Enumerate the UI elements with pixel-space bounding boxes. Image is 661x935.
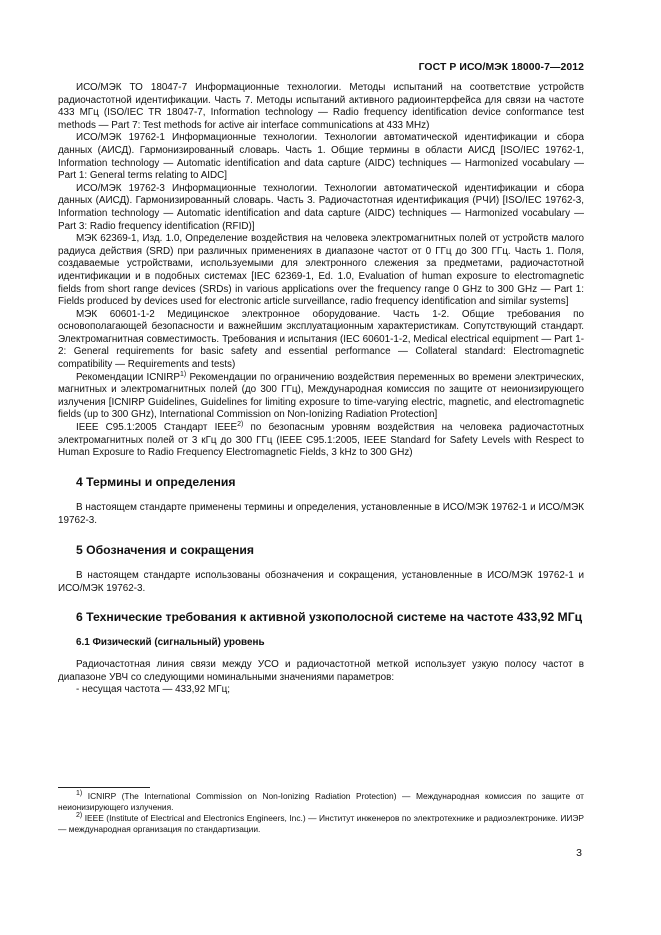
reference-iec-60601-1-2 [58, 309, 584, 372]
section-5-text: В настоящем стандарте использованы обозначения и сокращения, установленные в ИСО/МЭК 19762-1 и ИСО/МЭК 19762-3. [58, 570, 584, 594]
section-6-1-heading: 6.1 Физический (сигнальный) уровень [76, 636, 265, 648]
reference-text: Рекомендации ICNIRP [76, 371, 180, 383]
list-item: - несущая частота — 433,92 МГц; [76, 684, 231, 696]
footnote-ref-2[interactable]: 2) [237, 421, 244, 429]
reference-text: ИСО/МЭК ТО 18047-7 Информационные технологии. Методы испытаний на соответствие устройств радиочастотной идентификации. Часть 7. Методы испытаний активного радиоинтерфейса для связи на частоте 433 МГц (ISO/IEC TR 18047-7, Information technology — Radio frequency identification device conformance test methods — Part 7: Test methods for active air interface communications at 433 MHz) [58, 82, 584, 131]
footnote-1 [58, 791, 584, 813]
section-5-heading: 5 Обозначения и сокращения [76, 542, 255, 557]
footnote-mark: 2) [76, 812, 83, 819]
reference-text: ИСО/МЭК 19762-3 Информационные технологии. Технологии автоматической идентификации и сбора данных (АИСД). Гармонизированный словарь. Часть 3. Радиочастотная идентификация (РЧИ) [ISO/IEC 19762-3, Information technology — Automatic identification and data capture (AIDC) techniques — Harmonized vocabulary — Part 3: Radio frequency identification (RFID)] [58, 182, 584, 232]
reference-text: МЭК 62369-1, Изд. 1.0, Определение воздействия на человека электромагнитных полей от устройств малого радиуса действия (SRD) при различных применениях в диапазоне частот от 0 ГГц до 300 ГГц. Часть 1. Поля, создаваемые устройствами, используемыми для электронного слежения за предметами, радиочастотной идентификации и в подобных системах [IEC 62369-1, Ed. 1.0, Evaluation of human exposure to electromagnetic fields from short range devices (SRDs) in various applications over the frequency range 0 GHz to 300 GHz — Part 1: Fields produced by devices used for electronic article surveillance, radio frequency identification and similar systems] [58, 233, 584, 308]
reference-iso-18047-7 [58, 82, 584, 132]
reference-text: ИСО/МЭК 19762-1 Информационные технологии. Технологии автоматической идентификации и сбора данных (АИСД). Гармонизированный словарь. Часть 1. Общие термины в области АИСД [ISO/IEC 19762-1, Information technology — Automatic identification and data capture (AIDC) techniques — Harmonized vocabulary — Part 1: General terms relating to AIDC] [58, 132, 584, 182]
section-4-heading: 4 Термины и определения [76, 474, 236, 489]
reference-iso-19762-1 [58, 132, 584, 182]
reference-icnirp [58, 372, 584, 422]
footnotes [58, 791, 584, 835]
section-6-1-text: Радиочастотная линия связи между УСО и радиочастотной меткой использует узкую полосу частот в диапазоне УВЧ со следующими номинальными значениями параметров: [58, 659, 584, 683]
footnote-2 [58, 813, 584, 835]
reference-text: IEEE C95.1:2005 Стандарт IEEE [76, 422, 238, 434]
footnote-text: ICNIRP (The International Commission on Non-Ionizing Radiation Protection) — Международная комиссия по защите от неионизирующего излучения. [58, 791, 584, 812]
reference-ieee-c95-1 [58, 422, 584, 460]
footnote-text: IEEE (Institute of Electrical and Electronics Engineers, Inc.) — Институт инженеров по электротехнике и радиоэлектронике. ИИЭР — международная организация по стандартизации. [58, 813, 584, 834]
reference-iec-62369-1 [58, 233, 584, 309]
document-body [58, 82, 584, 697]
page-number: 3 [576, 847, 582, 859]
section-4-text: В настоящем стандарте применены термины и определения, установленные в ИСО/МЭК 19762-1 и ИСО/МЭК 19762-3. [58, 502, 584, 526]
footnote-ref-1[interactable]: 1) [179, 370, 187, 378]
reference-iso-19762-3 [58, 183, 584, 233]
reference-text: МЭК 60601-1-2 Медицинское электронное оборудование. Часть 1-2. Общие требования по основополагающей безопасности и важнейшим эксплуатационным характеристикам. Сопутствующий стандарт. Электромагнитная совместимость. Требования и испытания (IEC 60601-1-2, Medical electrical equipment — Part 1-2: General requirements for basic safety and essential performance — Collateral standard: Electromagnetic compatibility — Requirements and tests) [58, 308, 584, 371]
section-6-heading: 6 Технические требования к активной узкополосной системе на частоте 433,92 МГц [76, 610, 583, 625]
reference-text-tail: по безопасным уровням воздействия на человека радиочастотных электромагнитных полей от 3 кГц до 300 ГГц (IEEE C95.1:2005, IEEE Standard for Safety Levels with Respect to Human Exposure to Radio Frequency Electromagnetic Fields, 3 kHz to 300 GHz) [58, 422, 584, 459]
reference-text-tail: Рекомендации по ограничению воздействия переменных во времени электрических, магнитных и электромагнитных полей (до 300 ГГц), Международная комиссия по защите от неионизирующего излучения [ICNIRP Guidelines, Guidelines for limiting exposure to time-varying electric, magnetic, and electromagnetic fields (up to 300 GHz), International Commission on Non-Ionizing Radiation Protection] [58, 371, 584, 421]
footnote-mark: 1) [76, 790, 83, 797]
page-header: ГОСТ Р ИСО/МЭК 18000-7—2012 [418, 62, 584, 73]
footnote-divider [58, 787, 150, 788]
